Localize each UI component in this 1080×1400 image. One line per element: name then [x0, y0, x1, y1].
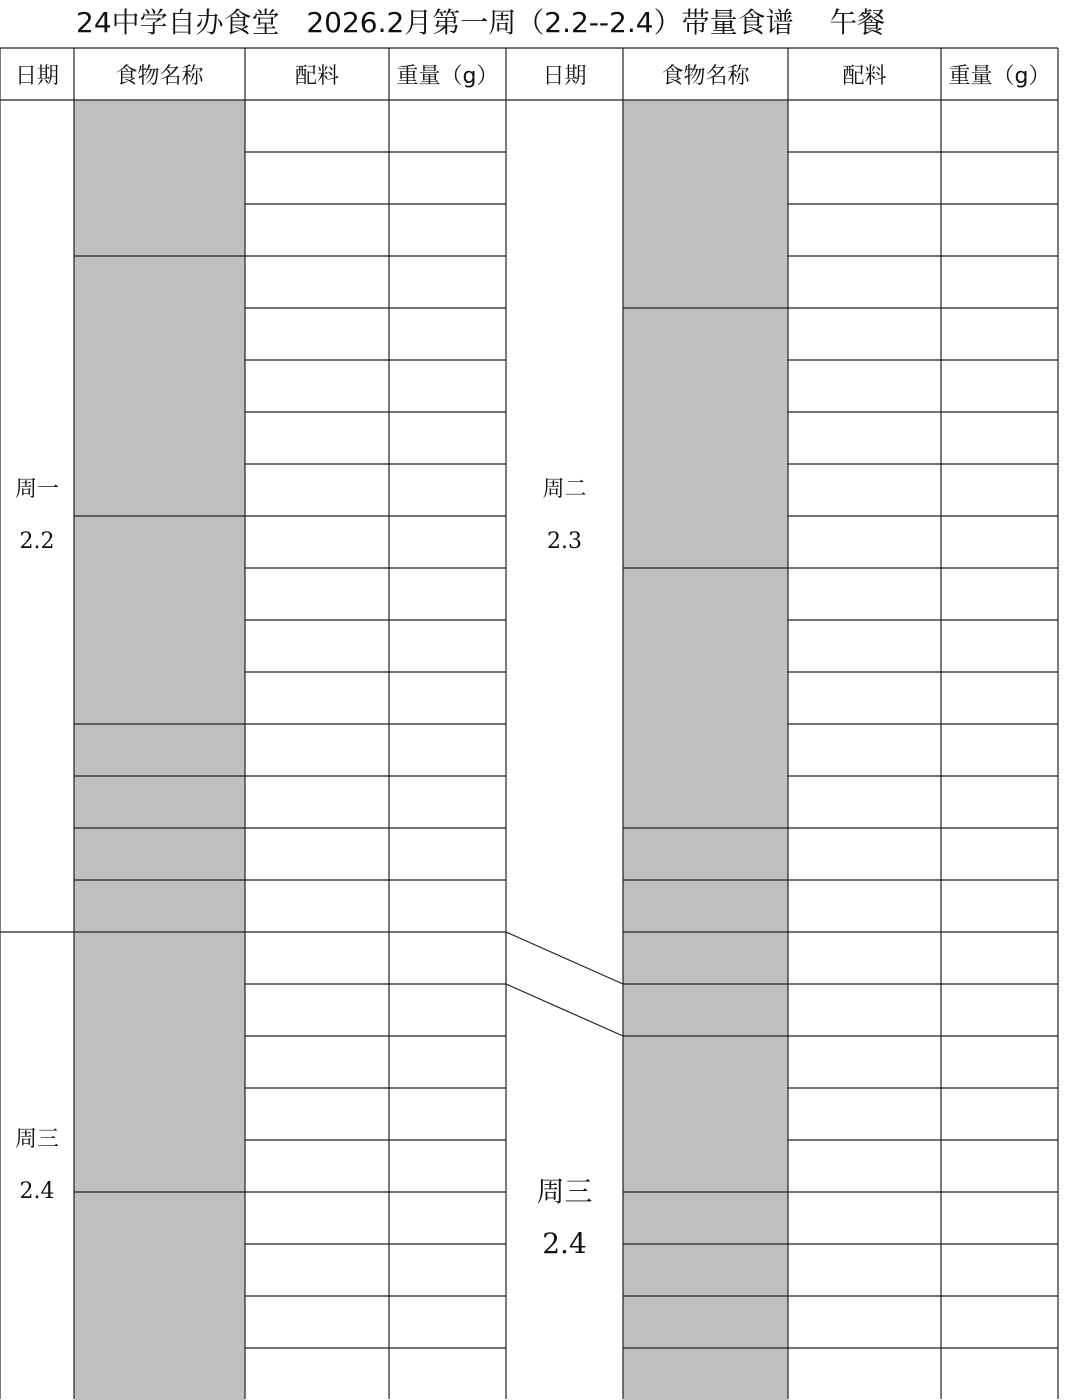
ingredient-cell [245, 1036, 389, 1088]
dish-name [74, 100, 245, 256]
weight-cell [941, 880, 1058, 932]
ingredient-cell [245, 412, 389, 464]
ingredient-cell [245, 932, 389, 984]
ingredient-cell [245, 1088, 389, 1140]
ingredient-cell [788, 1088, 941, 1140]
ingredient-cell [788, 672, 941, 724]
header-date: 日期 [14, 63, 59, 89]
ingredient-cell [788, 1192, 941, 1244]
ingredient-cell [788, 412, 941, 464]
ingredient-cell [788, 360, 941, 412]
ingredient-cell [788, 880, 941, 932]
weight-cell [389, 360, 506, 412]
ingredient-cell [245, 776, 389, 828]
ingredient-cell [245, 516, 389, 568]
weight-cell [389, 568, 506, 620]
ingredient-cell [245, 880, 389, 932]
ingredient-cell [788, 256, 941, 308]
weight-cell [941, 932, 1058, 984]
dish-name [623, 880, 788, 932]
ingredient-cell [788, 204, 941, 256]
ingredient-cell [245, 1192, 389, 1244]
weight-cell [941, 620, 1058, 672]
weight-cell [941, 672, 1058, 724]
ingredient-cell [245, 1296, 389, 1348]
ingredient-cell [245, 984, 389, 1036]
ingredient-cell [245, 152, 389, 204]
weight-cell [389, 1192, 506, 1244]
dish-name [74, 256, 245, 516]
weight-cell [389, 1140, 506, 1192]
dish-name [74, 828, 245, 880]
day-divider-line [506, 932, 623, 984]
weight-cell [389, 932, 506, 984]
dish-name [623, 1348, 788, 1400]
header-food-name: 食物名称 [115, 63, 204, 89]
header-date: 日期 [542, 63, 587, 89]
dish-name [74, 932, 245, 1192]
dish-name [623, 100, 788, 308]
weight-cell [389, 204, 506, 256]
weight-cell [941, 1088, 1058, 1140]
ingredient-cell [245, 1140, 389, 1192]
ingredient-cell [788, 776, 941, 828]
ingredient-cell [245, 204, 389, 256]
header-food-name: 食物名称 [661, 63, 750, 89]
dish-name [623, 1192, 788, 1244]
day-label: 周一 [14, 477, 59, 502]
day-label: 周二 [542, 477, 587, 502]
ingredient-cell [245, 360, 389, 412]
weight-cell [389, 464, 506, 516]
weight-cell [941, 1036, 1058, 1088]
ingredient-cell [245, 256, 389, 308]
ingredient-cell [788, 152, 941, 204]
weight-cell [941, 308, 1058, 360]
ingredient-cell [788, 1244, 941, 1296]
ingredient-cell [245, 672, 389, 724]
day-date: 2.4 [542, 1227, 587, 1260]
ingredient-cell [788, 1036, 941, 1088]
weight-cell [389, 776, 506, 828]
weight-cell [389, 256, 506, 308]
weight-cell [389, 1088, 506, 1140]
weight-cell [941, 204, 1058, 256]
weight-cell [389, 100, 506, 152]
weight-cell [389, 984, 506, 1036]
ingredient-cell [245, 308, 389, 360]
weight-cell [389, 724, 506, 776]
weight-cell [941, 724, 1058, 776]
weight-cell [941, 360, 1058, 412]
dish-name [623, 932, 788, 984]
weight-cell [389, 1348, 506, 1400]
header-weight: 重量（g） [396, 63, 499, 89]
weight-cell [941, 464, 1058, 516]
header-ingredient: 配料 [294, 63, 339, 89]
ingredient-cell [245, 620, 389, 672]
ingredient-cell [245, 1348, 389, 1400]
dish-name [623, 1244, 788, 1296]
ingredient-cell [788, 828, 941, 880]
weight-cell [941, 828, 1058, 880]
day-label: 周三 [14, 1127, 59, 1152]
ingredient-cell [788, 932, 941, 984]
ingredient-cell [245, 1244, 389, 1296]
ingredient-cell [788, 464, 941, 516]
day-cell [506, 1036, 623, 1400]
weight-cell [389, 152, 506, 204]
weight-cell [941, 1244, 1058, 1296]
weight-cell [941, 568, 1058, 620]
ingredient-cell [788, 100, 941, 152]
ingredient-cell [245, 568, 389, 620]
day-cell [0, 100, 74, 932]
ingredient-cell [788, 308, 941, 360]
ingredient-cell [245, 100, 389, 152]
weight-cell [389, 412, 506, 464]
weight-cell [941, 256, 1058, 308]
dish-name [623, 1036, 788, 1192]
header-weight: 重量（g） [948, 63, 1051, 89]
dish-name [74, 516, 245, 724]
dish-name [623, 828, 788, 880]
weight-cell [941, 984, 1058, 1036]
ingredient-cell [788, 620, 941, 672]
weight-cell [941, 152, 1058, 204]
weight-cell [941, 412, 1058, 464]
ingredient-cell [788, 1348, 941, 1400]
weight-cell [941, 1348, 1058, 1400]
weight-cell [941, 776, 1058, 828]
ingredient-cell [245, 464, 389, 516]
dish-name [623, 308, 788, 568]
ingredient-cell [788, 568, 941, 620]
day-date: 2.4 [19, 1179, 55, 1204]
day-cell [0, 932, 74, 1400]
weight-cell [389, 672, 506, 724]
menu-title: 24中学自办食堂 2026.2月第一周（2.2--2.4）带量食谱 午餐 [76, 6, 886, 39]
ingredient-cell [788, 516, 941, 568]
ingredient-cell [245, 828, 389, 880]
weight-cell [389, 1036, 506, 1088]
weight-cell [389, 620, 506, 672]
dish-name [74, 1192, 245, 1400]
weight-cell [389, 880, 506, 932]
ingredient-cell [788, 724, 941, 776]
dish-name [74, 776, 245, 828]
dish-name [74, 880, 245, 932]
weight-cell [941, 516, 1058, 568]
weight-cell [941, 1140, 1058, 1192]
dish-name [623, 568, 788, 828]
weight-cell [389, 1296, 506, 1348]
dish-name [74, 724, 245, 776]
day-date: 2.2 [19, 529, 55, 554]
ingredient-cell [788, 1296, 941, 1348]
ingredient-cell [245, 724, 389, 776]
day-date: 2.3 [547, 529, 582, 554]
weight-cell [389, 308, 506, 360]
day-cell [506, 100, 623, 932]
weight-cell [941, 1192, 1058, 1244]
day-label: 周三 [536, 1175, 593, 1208]
weight-cell [389, 516, 506, 568]
weight-cell [389, 1244, 506, 1296]
header-ingredient: 配料 [842, 63, 887, 89]
weight-cell [941, 1296, 1058, 1348]
ingredient-cell [788, 984, 941, 1036]
dish-name [623, 984, 788, 1036]
weight-cell [941, 100, 1058, 152]
day-divider-line [506, 984, 623, 1036]
ingredient-cell [788, 1140, 941, 1192]
dish-name [623, 1296, 788, 1348]
weight-cell [389, 828, 506, 880]
